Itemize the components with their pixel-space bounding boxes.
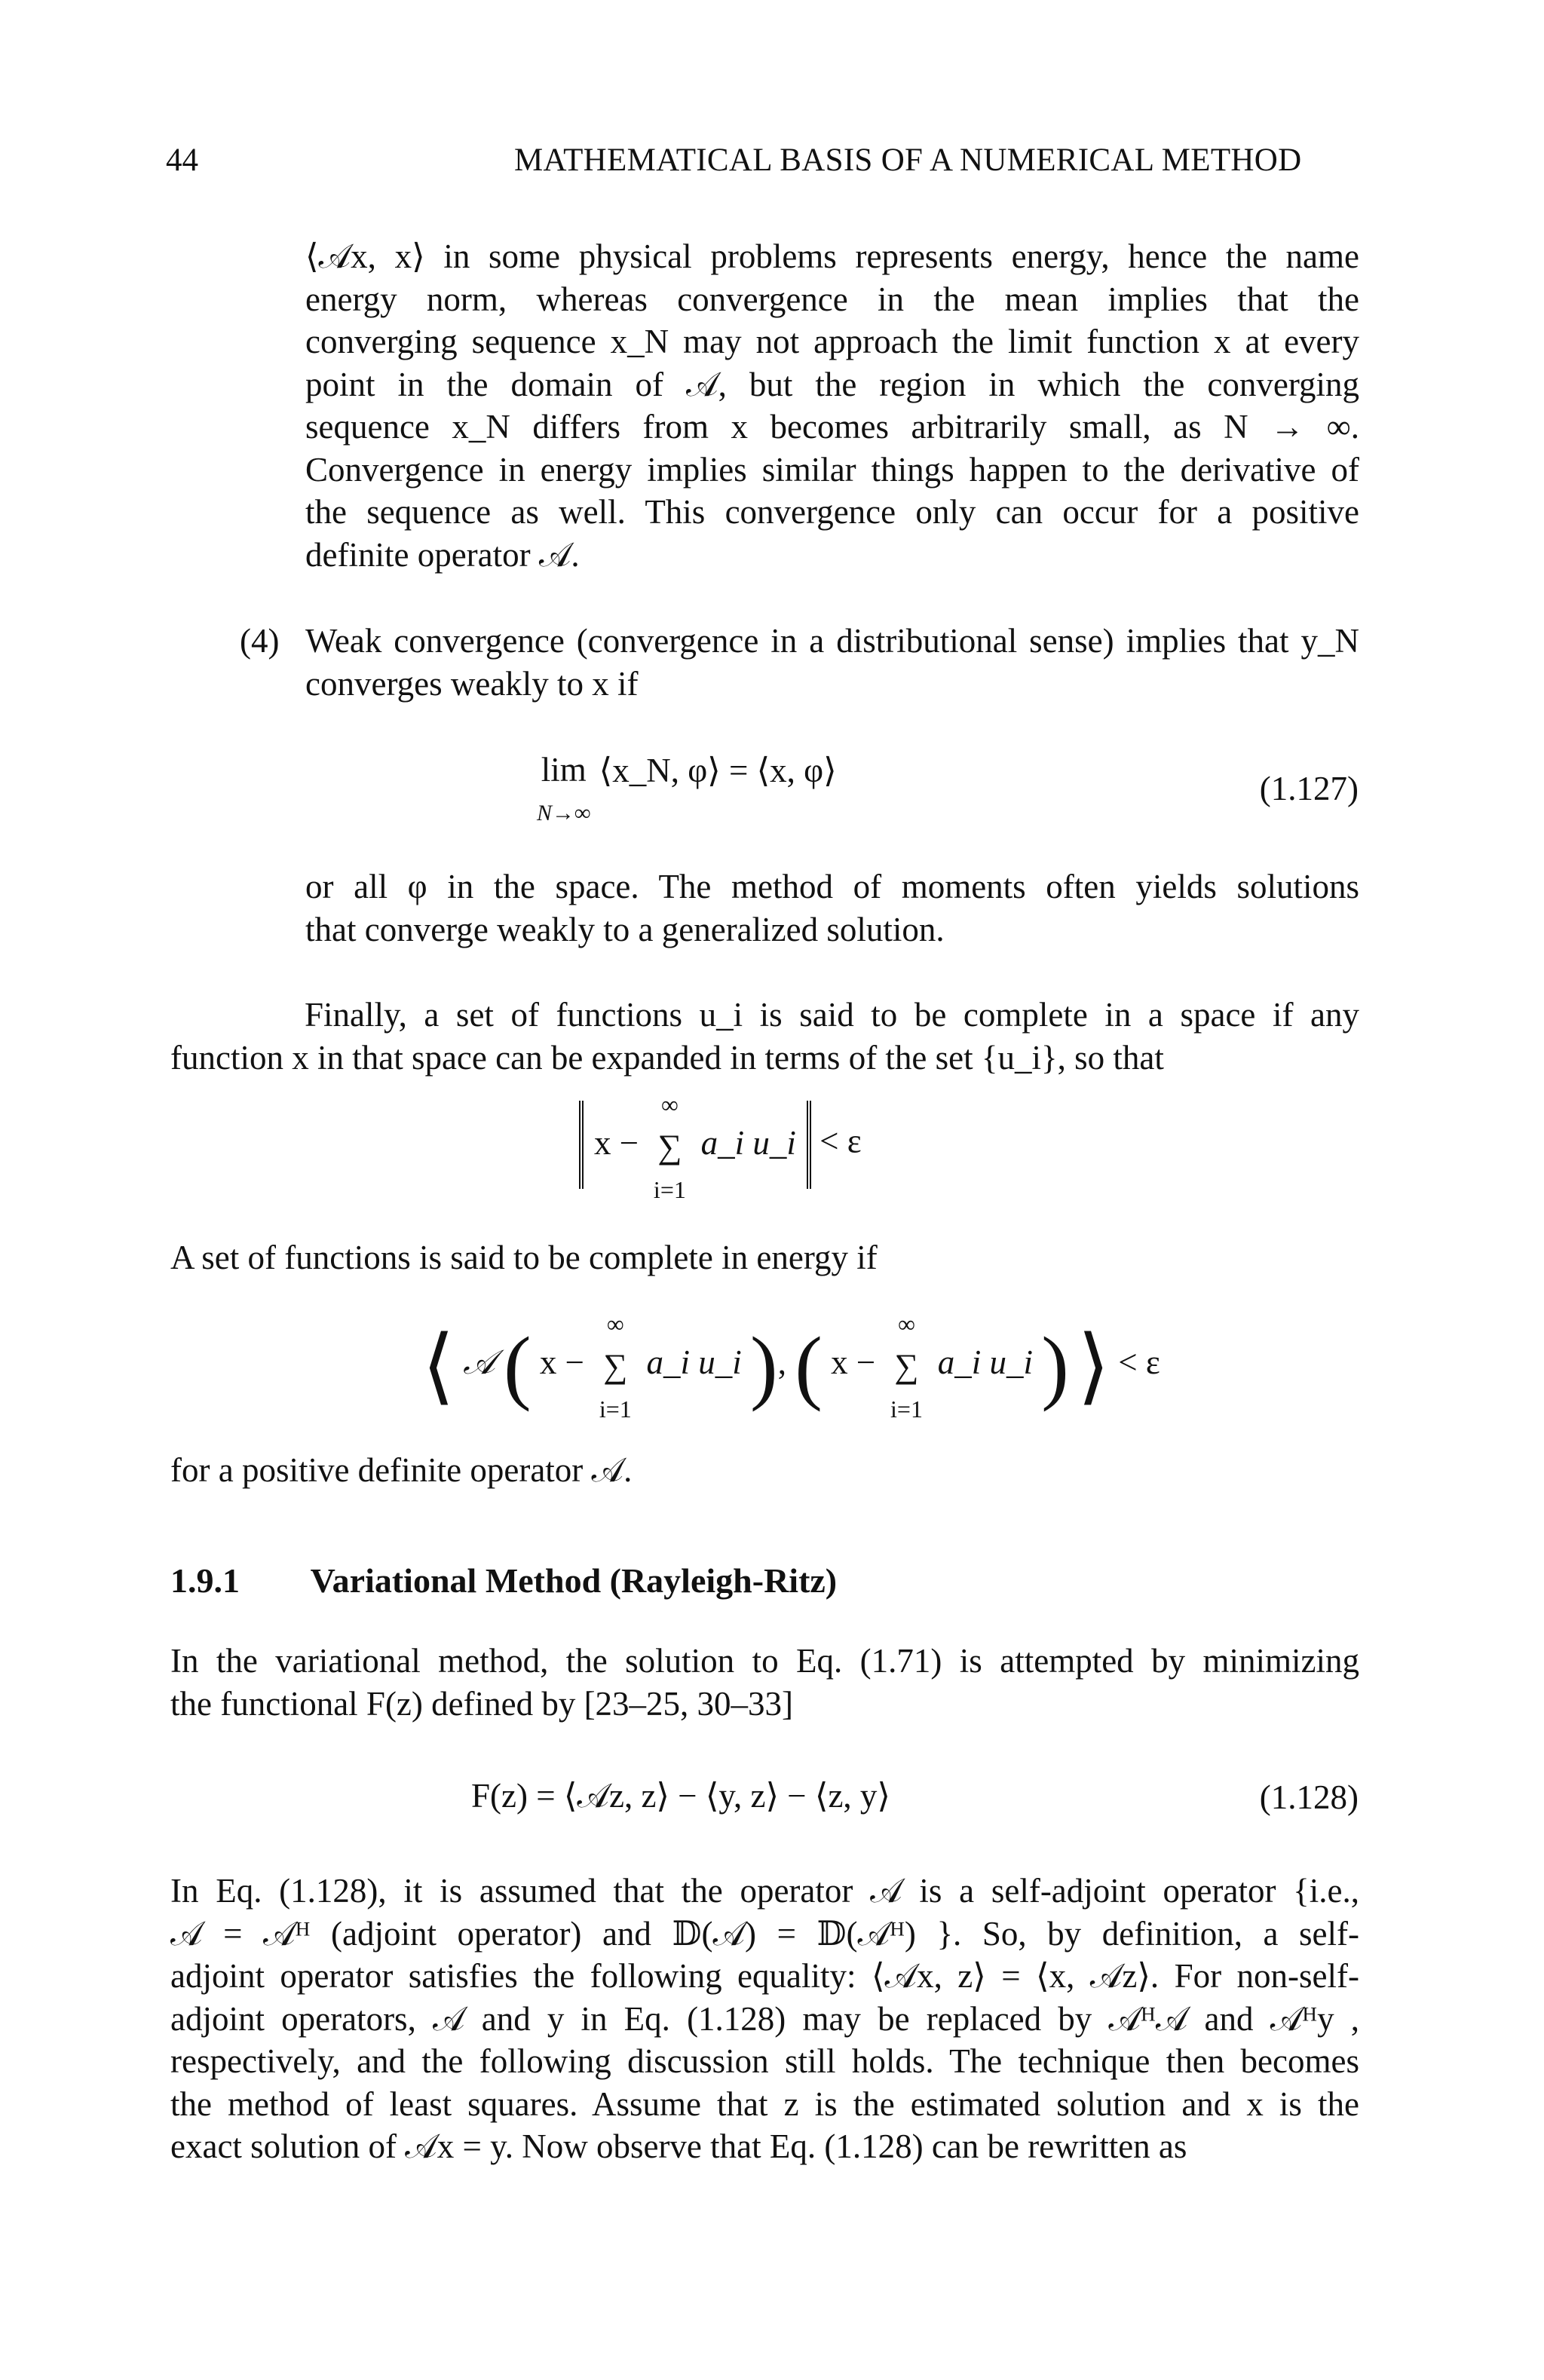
text-line: ⟨𝒜x, x⟩ in some physical problems represents energy, hence the name	[305, 237, 1359, 275]
text-line: adjoint operators, 𝒜 and y in Eq. (1.128) may be replaced by 𝒜ᴴ𝒜 and 𝒜ᴴy ,	[170, 1999, 1359, 2038]
text-line: respectively, and the following discussion still holds. The technique then becomes	[170, 2042, 1359, 2080]
equation-completeness: x − ∞ ∑ i=1 a_i u_i < ε	[579, 1101, 862, 1189]
paragraph-self-adjoint	[170, 1870, 1359, 2168]
limit-subscript: N→∞	[537, 801, 591, 825]
text-line: In Eq. (1.128), it is assumed that the operator 𝒜 is a self-adjoint operator {i.e.,	[170, 1872, 1359, 1910]
section-title: Variational Method (Rayleigh-Ritz)	[310, 1561, 838, 1600]
text-line: or all φ in the space. The method of moments often yields solutions	[305, 868, 1359, 905]
text-line: converges weakly to x if	[305, 664, 639, 703]
text-line: Finally, a set of functions u_i is said to be complete in a space if any	[305, 996, 1359, 1034]
text-line: Weak convergence (convergence in a distributional sense) implies that y_N	[305, 622, 1359, 660]
summation-sign: ∞ ∑ i=1	[653, 1090, 686, 1203]
text-line: the sequence as well. This convergence only can occur for a positive	[305, 493, 1359, 531]
summation-sign: ∞ ∑ i=1	[890, 1309, 923, 1423]
paragraph-complete-set	[170, 994, 1359, 1079]
section-heading	[170, 1561, 837, 1600]
limit-operator: lim	[541, 751, 587, 789]
text-line: Convergence in energy implies similar things happen to the derivative of	[305, 450, 1359, 489]
equation-number: (1.127)	[1259, 770, 1359, 807]
paragraph-energy-norm	[305, 235, 1359, 576]
equation-body: ⟨x_N, φ⟩ = ⟨x, φ⟩	[599, 752, 837, 789]
text-line: definite operator 𝒜.	[305, 535, 580, 574]
summation-sign: ∞ ∑ i=1	[599, 1309, 632, 1423]
text-line: A set of functions is said to be complete in energy if	[170, 1239, 878, 1276]
equation-energy-completeness: ⟨ 𝒜 ( x − ∞ ∑ i=1 a_i u_i ), ( x − ∞ ∑ i=1 a_i u_i ) ⟩ < ε	[422, 1309, 1160, 1423]
text-line: exact solution of 𝒜x = y. Now observe that Eq. (1.128) can be rewritten as	[170, 2127, 1187, 2165]
section-number: 1.9.1	[170, 1561, 240, 1600]
equation-body: F(z) = ⟨𝒜z, z⟩ − ⟨y, z⟩ − ⟨z, y⟩	[471, 1777, 890, 1815]
text-line: In the variational method, the solution to Eq. (1.71) is attempted by minimizing	[170, 1642, 1359, 1680]
paragraph-positive-definite	[170, 1449, 1359, 1492]
text-line: function x in that space can be expanded in terms of the set {u_i}, so that	[170, 1038, 1164, 1077]
text-line: for a positive definite operator 𝒜.	[170, 1451, 633, 1489]
text-line: adjoint operator satisfies the following equality: ⟨𝒜x, z⟩ = ⟨x, 𝒜z⟩. For non-self-	[170, 1957, 1359, 1995]
page-number: 44	[166, 142, 198, 178]
paragraph-variational-method	[170, 1640, 1359, 1725]
running-title: MATHEMATICAL BASIS OF A NUMERICAL METHOD	[514, 142, 1302, 178]
equation-1-127	[537, 750, 837, 829]
text-line: 𝒜 = 𝒜ᴴ (adjoint operator) and 𝔻(𝒜) = 𝔻(𝒜ᴴ) }. So, by definition, a self-	[170, 1914, 1359, 1953]
text-line: the functional F(z) defined by [23–25, 30–33]	[170, 1684, 794, 1723]
page-header	[166, 142, 1378, 184]
paragraph-moments	[305, 865, 1359, 951]
text-line: converging sequence x_N may not approach the limit function x at every	[305, 323, 1359, 360]
equation-number: (1.128)	[1259, 1778, 1359, 1816]
item-label: (4)	[240, 622, 280, 660]
paragraph-complete-energy	[170, 1236, 1359, 1279]
text-line: point in the domain of 𝒜, but the region in which the converging	[305, 365, 1359, 403]
text-line: that converge weakly to a generalized solution.	[305, 910, 945, 948]
text-line: the method of least squares. Assume that z is the estimated solution and x is the	[170, 2084, 1359, 2123]
paragraph-weak-convergence	[305, 620, 1359, 705]
text-line: sequence x_N differs from x becomes arbitrarily small, as N → ∞.	[305, 408, 1359, 446]
norm-bars: x − ∞ ∑ i=1 a_i u_i	[579, 1101, 811, 1189]
text-line: energy norm, whereas convergence in the mean implies that the	[305, 280, 1359, 318]
equation-1-128	[471, 1775, 890, 1816]
